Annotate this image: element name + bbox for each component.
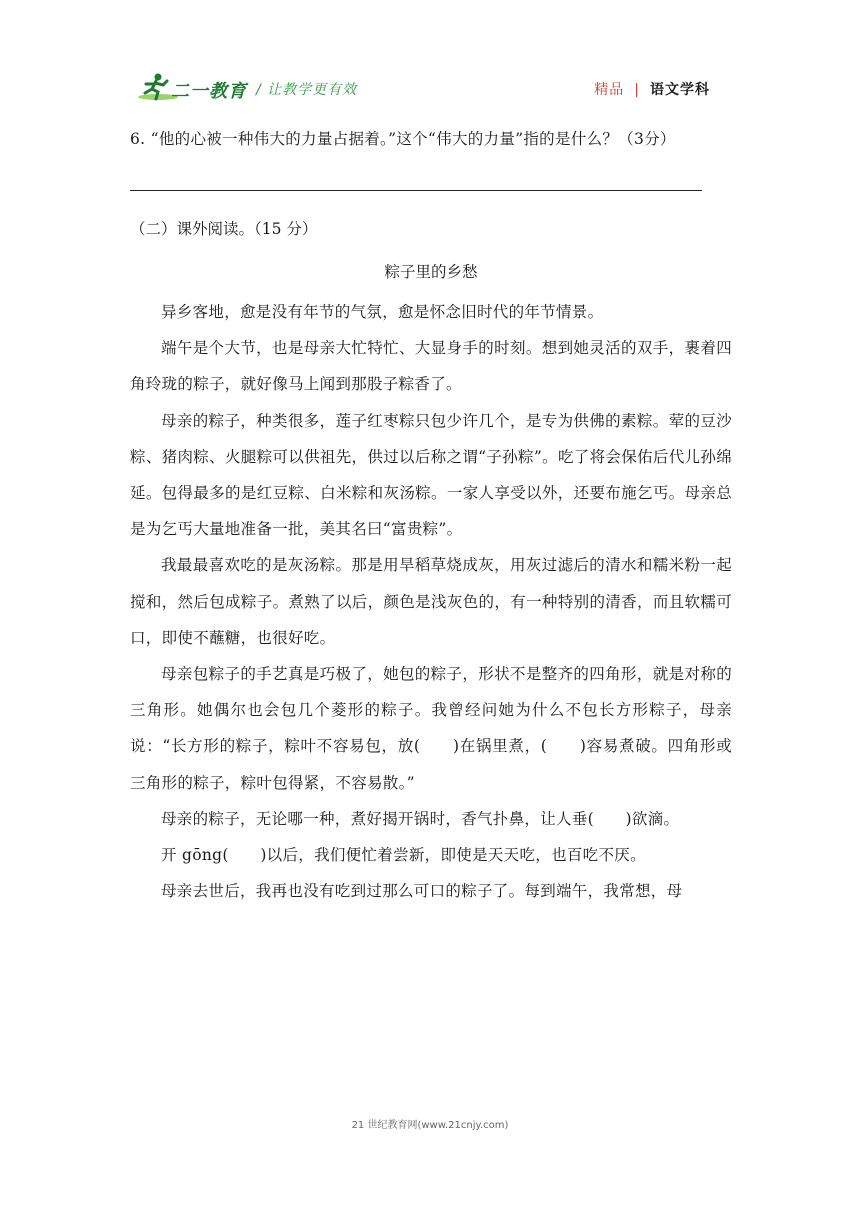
premium-label: 精品: [594, 82, 625, 98]
paragraph: 我最最喜欢吃的是灰汤粽。那是用旱稻草烧成灰，用灰过滤后的清水和糯米粉一起搅和，然后包成粽子。煮熟了以后，颜色是浅灰色的，有一种特别的清香，而且软糯可口，即使不蘸糖，也很好吃。: [130, 556, 732, 647]
paragraph: 母亲去世后，我再也没有吃到过那么可口的粽子了。每到端午，我常想，母: [161, 882, 683, 901]
paragraph: 母亲包粽子的手艺真是巧极了，她包的粽子，形状不是整齐的四角形，就是对称的三角形。她偶尔也会包几个菱形的粽子。我曾经问她为什么不包长方形粽子，母亲说：“长方形的粽子，粽叶不容易包，放( )在锅里煮，( )容易煮破。四角形或三角形的粽子，粽叶包得紧，不容易散。”: [130, 665, 732, 792]
article-title: 粽子里的乡愁: [384, 263, 478, 281]
slogan: / 让教学更有效: [256, 82, 358, 98]
question-6: 6. “他的心被一种伟大的力量占据着。”这个“伟大的力量”指的是什么？（3分）: [130, 130, 676, 148]
paragraph: 异乡客地，愈是没有年节的气氛，愈是怀念旧时代的年节情景。: [161, 303, 604, 321]
paragraph: 母亲的粽子，种类很多，莲子红枣粽只包少许几个，是专为供佛的素粽。荤的豆沙粽、猪肉粽、火腿粽可以供祖先，供过以后称之谓“子孙粽”。吃了将会保佑后代儿孙绵延。包得最多的是红豆粽、白米粽和灰汤粽。一家人享受以外，还要布施乞丐。母亲总是为乞丐大量地准备一批，美其名曰“富贵粽”。: [130, 411, 732, 539]
section-heading: （二）课外阅读。（15 分）: [130, 220, 318, 238]
document-body: [130, 116, 732, 909]
page-header: [0, 60, 860, 110]
logo-text: 二一教育: [171, 81, 247, 102]
header-separator: |: [634, 82, 640, 98]
paragraph: 开 gōng( )以后，我们便忙着尝新，即使是天天吃，也百吃不厌。: [161, 846, 646, 865]
paragraph: 母亲的粽子，无论哪一种，煮好揭开锅时，香气扑鼻，让人垂( )欲滴。: [161, 809, 680, 828]
paragraph: 端午是个大节，也是母亲大忙特忙、大显身手的时刻。想到她灵活的双手，裹着四角玲珑的粽子，就好像马上闻到那股子粽香了。: [130, 339, 732, 394]
page-footer: 21 世纪教育网(www.21cnjy.com): [351, 1120, 509, 1131]
subject-label: 语文学科: [650, 82, 710, 98]
header-subject-area: [594, 79, 710, 99]
answer-line: [130, 190, 702, 191]
